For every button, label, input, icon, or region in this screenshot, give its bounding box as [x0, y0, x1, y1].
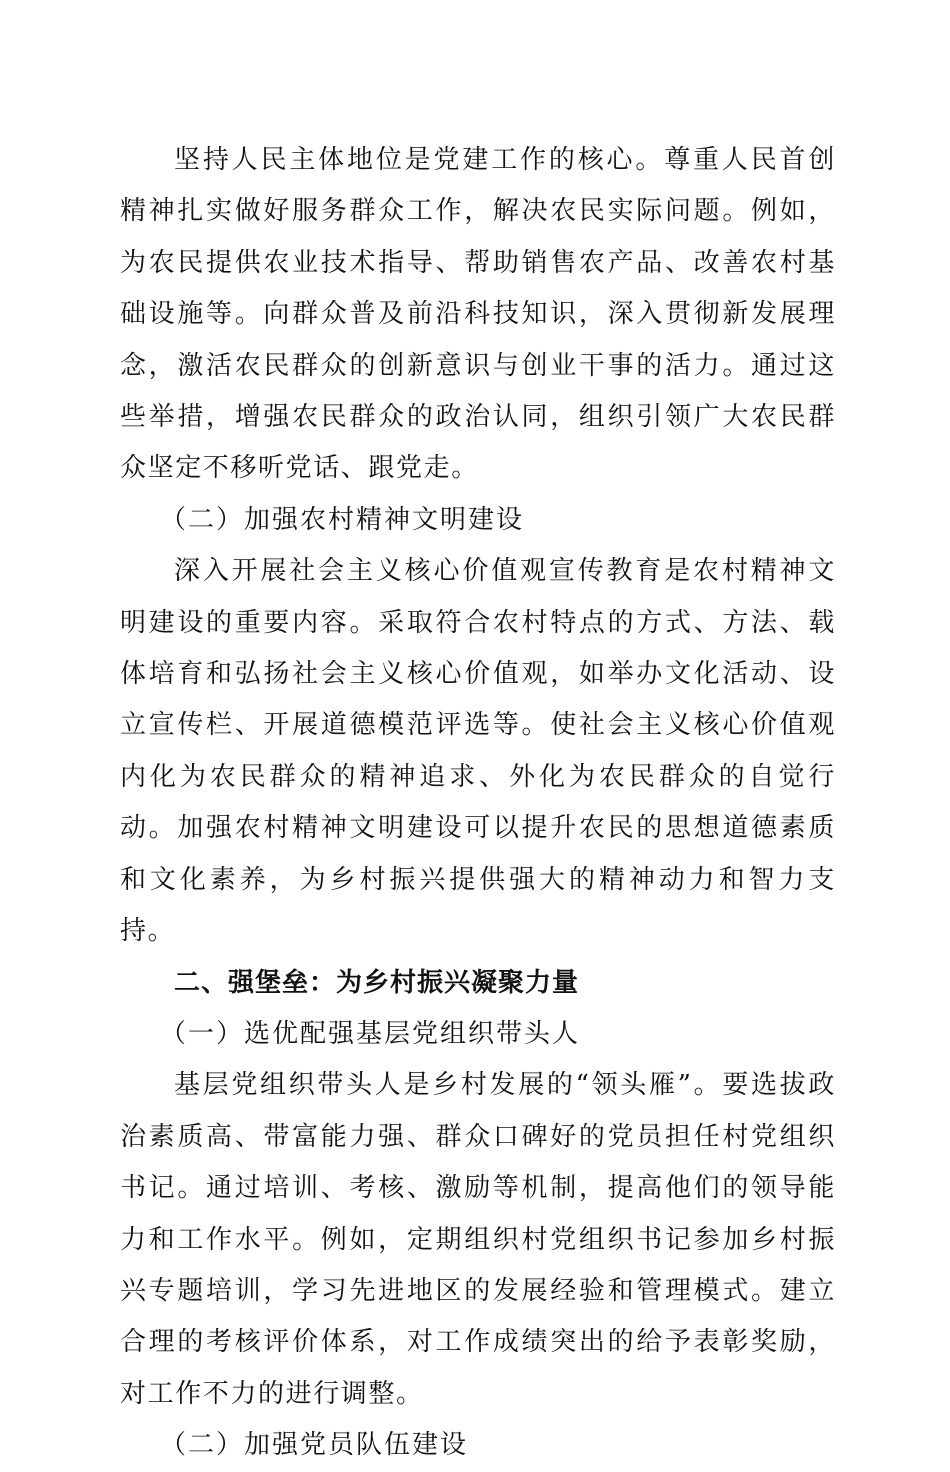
subheading-party-members: （二）加强党员队伍建设	[160, 1430, 469, 1461]
section-heading-strong-fortress: 二、强堡垒：为乡村振兴凝聚力量	[174, 967, 580, 998]
paragraph-people-centered: 坚持人民主体地位是党建工作的核心。尊重人民首创精神扎实做好服务群众工作，解决农民实际问题。例如，为农民提供农业技术指导、帮助销售农产品、改善农村基础设施等。向群众普及前沿科技知识，深入贯彻新发展理念，激活农民群众的创新意识与创业干事的活力。通过这些举措，增强农民群众的政治认同，组织引领广大农民群众坚定不移听党话、跟党走。	[120, 145, 836, 484]
paragraph-leaders: 基层党组织带头人是乡村发展的“领头雁”。要选拔政治素质高、带富能力强、群众口碑好的党员担任村党组织书记。通过培训、考核、激励等机制，提高他们的领导能力和工作水平。例如，定期组织村党组织书记参加乡村振兴专题培训，学习先进地区的发展经验和管理模式。建立合理的考核评价体系，对工作成绩突出的给予表彰奖励，对工作不力的进行调整。	[120, 1070, 836, 1409]
paragraph-core-values: 深入开展社会主义核心价值观宣传教育是农村精神文明建设的重要内容。采取符合农村特点的方式、方法、载体培育和弘扬社会主义核心价值观，如举办文化活动、设立宣传栏、开展道德模范评选等。使社会主义核心价值观内化为农民群众的精神追求、外化为农民群众的自觉行动。加强农村精神文明建设可以提升农民的思想道德素质和文化素养，为乡村振兴提供强大的精神动力和智力支持。	[120, 556, 836, 947]
subheading-leaders: （一）选优配强基层党组织带头人	[160, 1018, 581, 1049]
subheading-spiritual-civilization: （二）加强农村精神文明建设	[160, 504, 525, 535]
document-body	[120, 135, 836, 1472]
